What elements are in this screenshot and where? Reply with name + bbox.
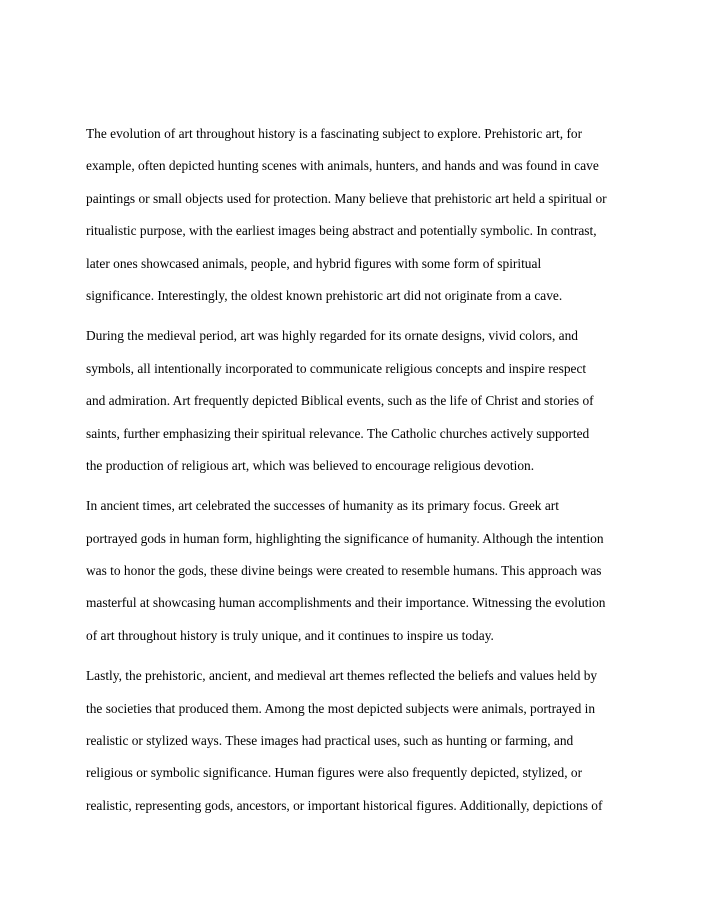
document-body bbox=[86, 121, 646, 833]
text-line: the societies that produced them. Among the most depicted subjects were animals, portrayed in bbox=[86, 700, 596, 716]
text-line: portrayed gods in human form, highlighting the significance of humanity. Although the intention bbox=[86, 530, 604, 546]
paragraph-prehistoric-art bbox=[86, 121, 646, 315]
text-line: realistic or stylized ways. These images had practical uses, such as hunting or farming, and bbox=[86, 733, 574, 749]
text-line: masterful at showcasing human accomplishments and their importance. Witnessing the evolution bbox=[86, 595, 606, 611]
text-line: During the medieval period, art was highly regarded for its ornate designs, vivid colors, and bbox=[86, 328, 578, 344]
text-line: paintings or small objects used for protection. Many believe that prehistoric art held a spiritual or bbox=[86, 190, 607, 206]
text-line: The evolution of art throughout history is a fascinating subject to explore. Prehistoric art, for bbox=[86, 126, 583, 141]
text-line: ritualistic purpose, with the earliest images being abstract and potentially symbolic. In contrast, bbox=[86, 223, 597, 239]
text-line: In ancient times, art celebrated the successes of humanity as its primary focus. Greek art bbox=[86, 498, 559, 514]
text-line: was to honor the gods, these divine beings were created to resemble humans. This approach was bbox=[86, 563, 602, 579]
text-line: symbols, all intentionally incorporated to communicate religious concepts and inspire respect bbox=[86, 360, 587, 376]
paragraph-ancient-art bbox=[86, 493, 646, 655]
text-line: significance. Interestingly, the oldest known prehistoric art did not originate from a cave. bbox=[86, 287, 563, 303]
text-line: example, often depicted hunting scenes with animals, hunters, and hands and was found in cave bbox=[86, 158, 599, 174]
text-line: later ones showcased animals, people, and hybrid figures with some form of spiritual bbox=[86, 255, 542, 271]
text-line: religious or symbolic significance. Human figures were also frequently depicted, stylized, or bbox=[86, 765, 583, 781]
text-line: Lastly, the prehistoric, ancient, and medieval art themes reflected the beliefs and values held by bbox=[86, 668, 598, 684]
text-line: realistic, representing gods, ancestors, or important historical figures. Additionally, depictions of bbox=[86, 797, 603, 813]
paragraph-medieval-art bbox=[86, 323, 646, 485]
text-line: of art throughout history is truly unique, and it continues to inspire us today. bbox=[86, 627, 494, 643]
paragraph-art-themes bbox=[86, 663, 646, 825]
text-line: saints, further emphasizing their spiritual relevance. The Catholic churches actively supported bbox=[86, 425, 590, 441]
text-line: the production of religious art, which was believed to encourage religious devotion. bbox=[86, 457, 535, 473]
text-line: and admiration. Art frequently depicted Biblical events, such as the life of Christ and stories of bbox=[86, 393, 594, 409]
